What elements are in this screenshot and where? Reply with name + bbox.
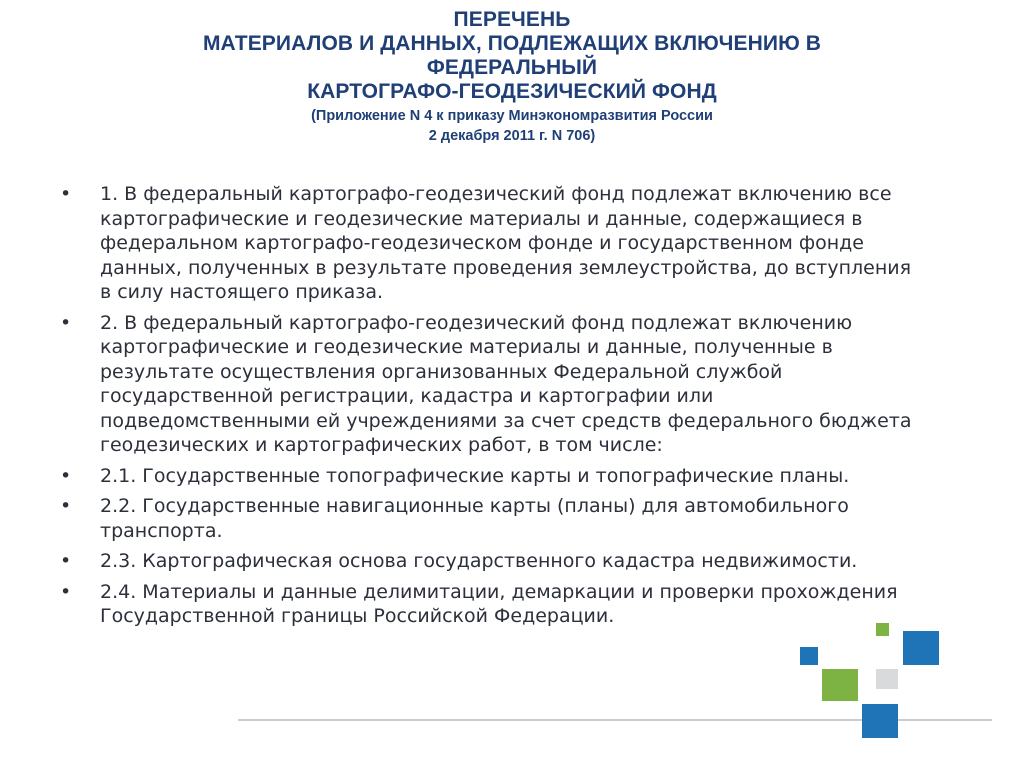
bullet-icon: • (60, 464, 72, 487)
list-item (58, 464, 928, 489)
subtitle-line-2: 2 декабря 2011 г. N 706) (428, 128, 596, 144)
list-item-text: 2.2. Государственные навигационные карты (планы) для автомобильного транспорта. (100, 495, 849, 542)
slide-body (58, 182, 928, 626)
bullet-icon: • (60, 311, 72, 334)
decorative-square-icon (903, 631, 939, 665)
decorative-square-icon (862, 704, 898, 738)
list-item (58, 549, 928, 574)
list-item-text: 1. В федеральный картографо-геодезический фонд подлежат включению все картографические и геодезические материалы и данные, содержащиеся в федеральном картографо-геодезическом фонде и государственном фонде данных, полученных в результате проведения землеустройства, до вступления в силу настоящего приказа. (100, 183, 912, 303)
list-item-text: 2.4. Материалы и данные делимитации, демаркации и проверки прохождения Государственной границы Российской Федерации. (100, 580, 898, 626)
decorative-square-icon (800, 647, 818, 665)
decorative-square-icon (876, 623, 889, 636)
list-item-text: 2. В федеральный картографо-геодезический фонд подлежат включению картографические и геодезические материалы и данные, полученные в результате осуществления организованных Федеральной службой государственной регистрации, кадастра и картографии или подведомственными ей учреждениями за счет средств федерального бюджета геодезических и картографических работ, в том числе: (100, 311, 912, 456)
title-line-3: ФЕДЕРАЛЬНЫЙ (426, 56, 598, 79)
decorative-square-icon (876, 669, 898, 689)
list-item (58, 494, 928, 543)
bullet-icon: • (60, 495, 72, 517)
list-item (58, 580, 928, 627)
title-line-2: МАТЕРИАЛОВ И ДАННЫХ, ПОДЛЕЖАЩИХ ВКЛЮЧЕНИЮ В (202, 32, 822, 55)
list-item-text: 2.3. Картографическая основа государственного кадастра недвижимости. (100, 550, 858, 572)
list-item (58, 182, 928, 305)
bullet-icon: • (60, 580, 72, 603)
title-line-4: КАРТОГРАФО-ГЕОДЕЗИЧЕСКИЙ ФОНД (307, 80, 717, 103)
list-item-text: 2.1. Государственные топографические карты и топографические планы. (100, 464, 850, 487)
slide-title (40, 8, 984, 146)
bullet-icon: • (60, 550, 72, 572)
title-line-1: ПЕРЕЧЕНЬ (453, 8, 571, 31)
list-item (58, 311, 928, 458)
bullet-list (58, 182, 928, 626)
bullet-icon: • (60, 183, 72, 205)
subtitle-line-1: (Приложение N 4 к приказу Минэкономразвития России (311, 108, 713, 124)
decorative-square-icon (822, 669, 858, 701)
